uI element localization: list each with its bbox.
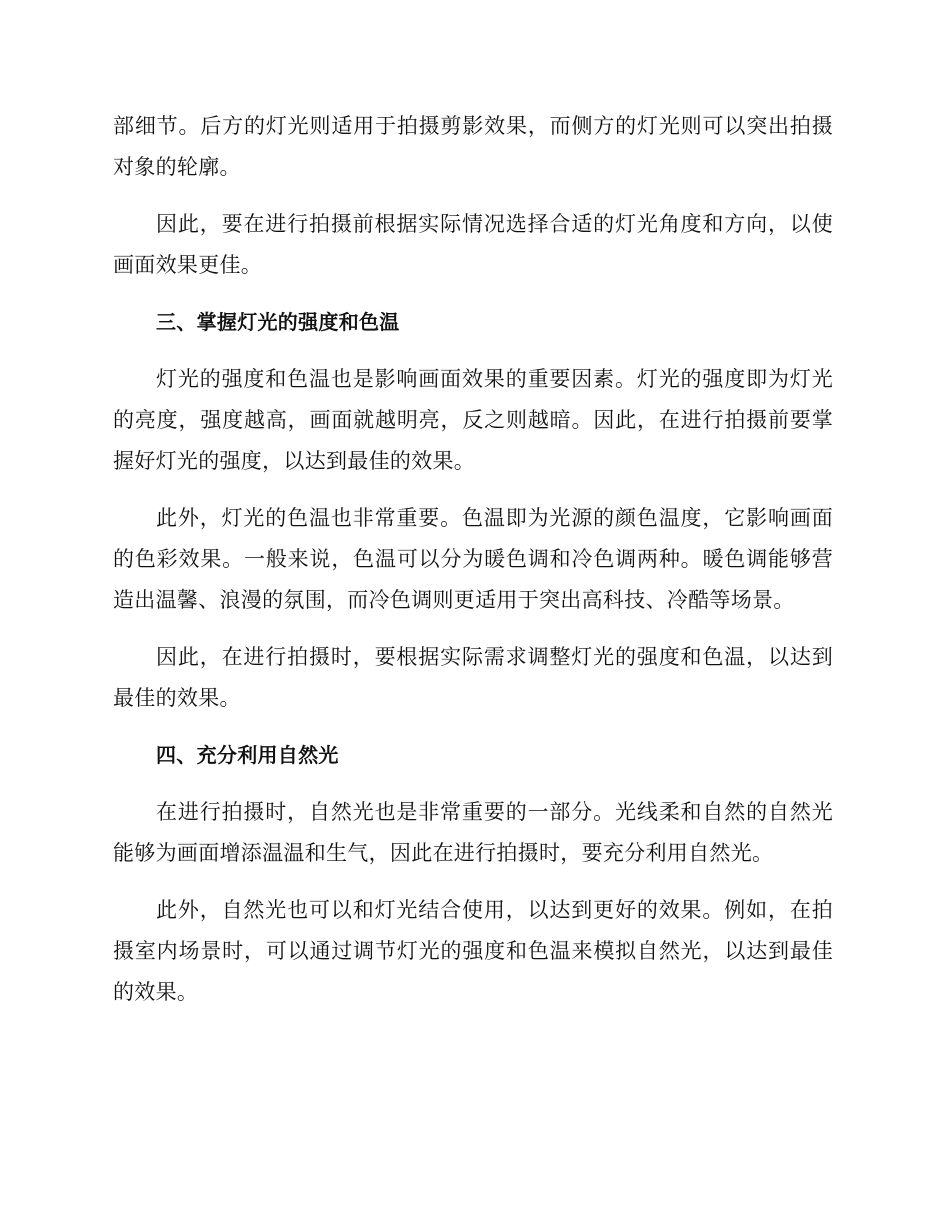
section-heading: 三、掌握灯光的强度和色温 (156, 310, 400, 334)
paragraph: 此外，灯光的色温也非常重要。色温即为光源的颜色温度，它影响画面的色彩效果。一般来说，色温可以分为暖色调和冷色调两种。暖色调能够营造出温馨、浪漫的氛围，而冷色调则更适用于突出高科技、冷酷等场景。 (113, 506, 833, 612)
document-body (113, 106, 833, 1013)
paragraph: 因此，要在进行拍摄前根据实际情况选择合适的灯光角度和方向，以使画面效果更佳。 (113, 212, 833, 277)
paragraph-continued: 部细节。后方的灯光则适用于拍摄剪影效果，而侧方的灯光则可以突出拍摄对象的轮廓。 (113, 114, 833, 179)
section-heading: 四、充分利用自然光 (156, 743, 339, 767)
paragraph: 灯光的强度和色温也是影响画面效果的重要因素。灯光的强度即为灯光的亮度，强度越高，画面就越明亮，反之则越暗。因此，在进行拍摄前要掌握好灯光的强度，以达到最佳的效果。 (113, 367, 833, 473)
paragraph: 因此，在进行拍摄时，要根据实际需求调整灯光的强度和色温，以达到最佳的效果。 (113, 645, 833, 710)
paragraph: 此外，自然光也可以和灯光结合使用，以达到更好的效果。例如，在拍摄室内场景时，可以通过调节灯光的强度和色温来模拟自然光，以达到最佳的效果。 (113, 898, 833, 1004)
paragraph: 在进行拍摄时，自然光也是非常重要的一部分。光线柔和自然的自然光能够为画面增添温温和生气，因此在进行拍摄时，要充分利用自然光。 (113, 800, 833, 865)
